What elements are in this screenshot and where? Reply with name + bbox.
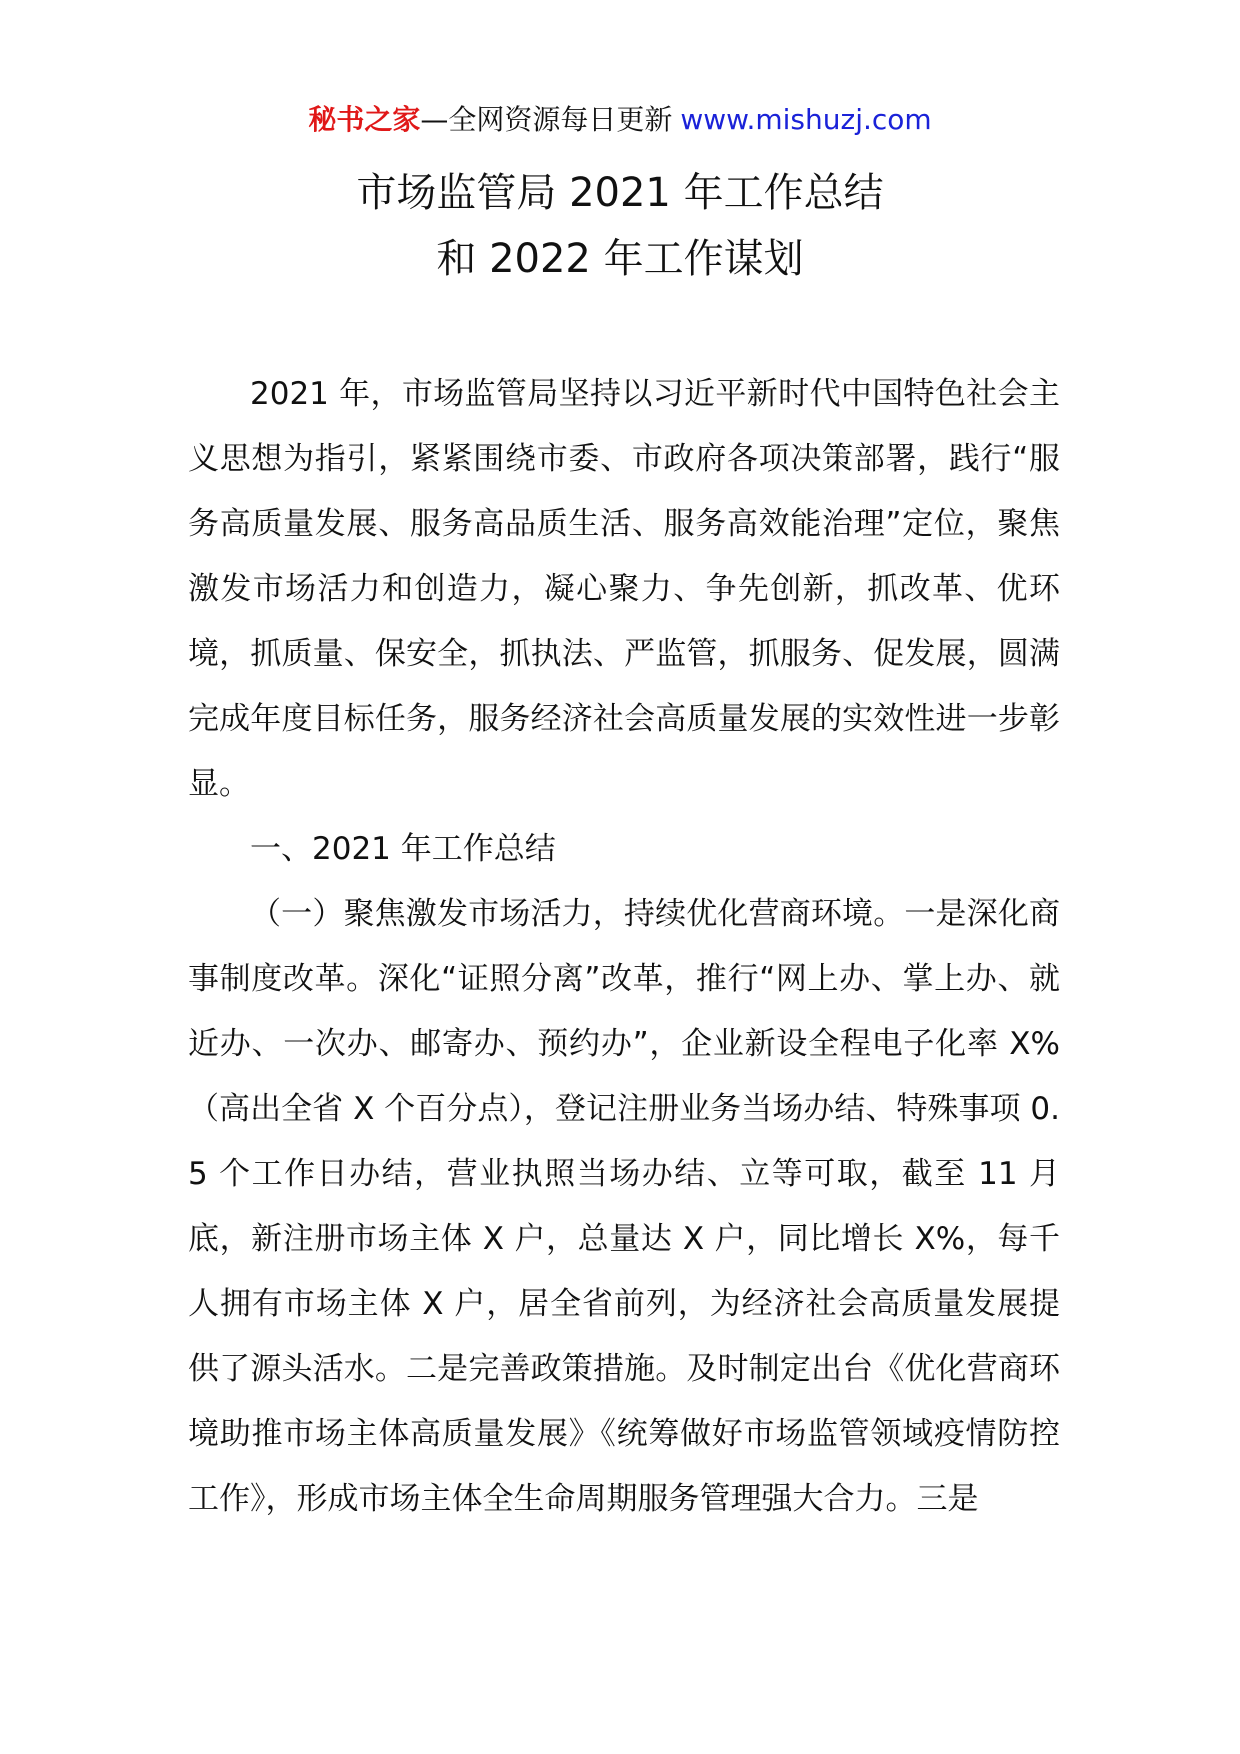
- section-heading-1: 一、2021 年工作总结: [250, 831, 556, 867]
- section-1-paragraph-1: （一）聚焦激发市场活力，持续优化营商环境。一是深化商事制度改革。深化“证照分离”改革，推行“网上办、掌上办、就近办、一次办、邮寄办、预约办”，企业新设全程电子化率 X%（高出全省 X 个百分点），登记注册业务当场办结、特殊事项 0.5 个工作日办结，营业执照当场办结、立等可取，截至 11 月底，新注册市场主体 X 户，总量达 X 户，同比增长 X%，每千人拥有市场主体 X 户，居全省前列，为经济社会高质量发展提供了源头活水。二是完善政策措施。及时制定出台《优化营商环境助推市场主体高质量发展》《统筹做好市场监管领域疫情防控工作》，形成市场主体全生命周期服务管理强大合力。三是: [188, 896, 1060, 1517]
- document-title-line-2: 和 2022 年工作谋划: [436, 236, 804, 282]
- intro-paragraph: 2021 年，市场监管局坚持以习近平新时代中国特色社会主义思想为指引，紧紧围绕市委、市政府各项决策部署，践行“服务高质量发展、服务高品质生活、服务高效能治理”定位，聚焦激发市场活力和创造力，凝心聚力、争先创新，抓改革、优环境，抓质量、保安全，抓执法、严监管，抓服务、促发展，圆满完成年度目标任务，服务经济社会高质量发展的实效性进一步彰显。: [188, 376, 1060, 802]
- brand-name: 秘书之家: [308, 103, 421, 136]
- watermark-header: [0, 100, 1240, 140]
- site-url-link[interactable]: www.mishuzj.com: [680, 103, 932, 136]
- brand-slogan: —全网资源每日更新: [420, 103, 673, 136]
- document-title-line-1: 市场监管局 2021 年工作总结: [356, 170, 884, 216]
- document-body: [188, 362, 1060, 1532]
